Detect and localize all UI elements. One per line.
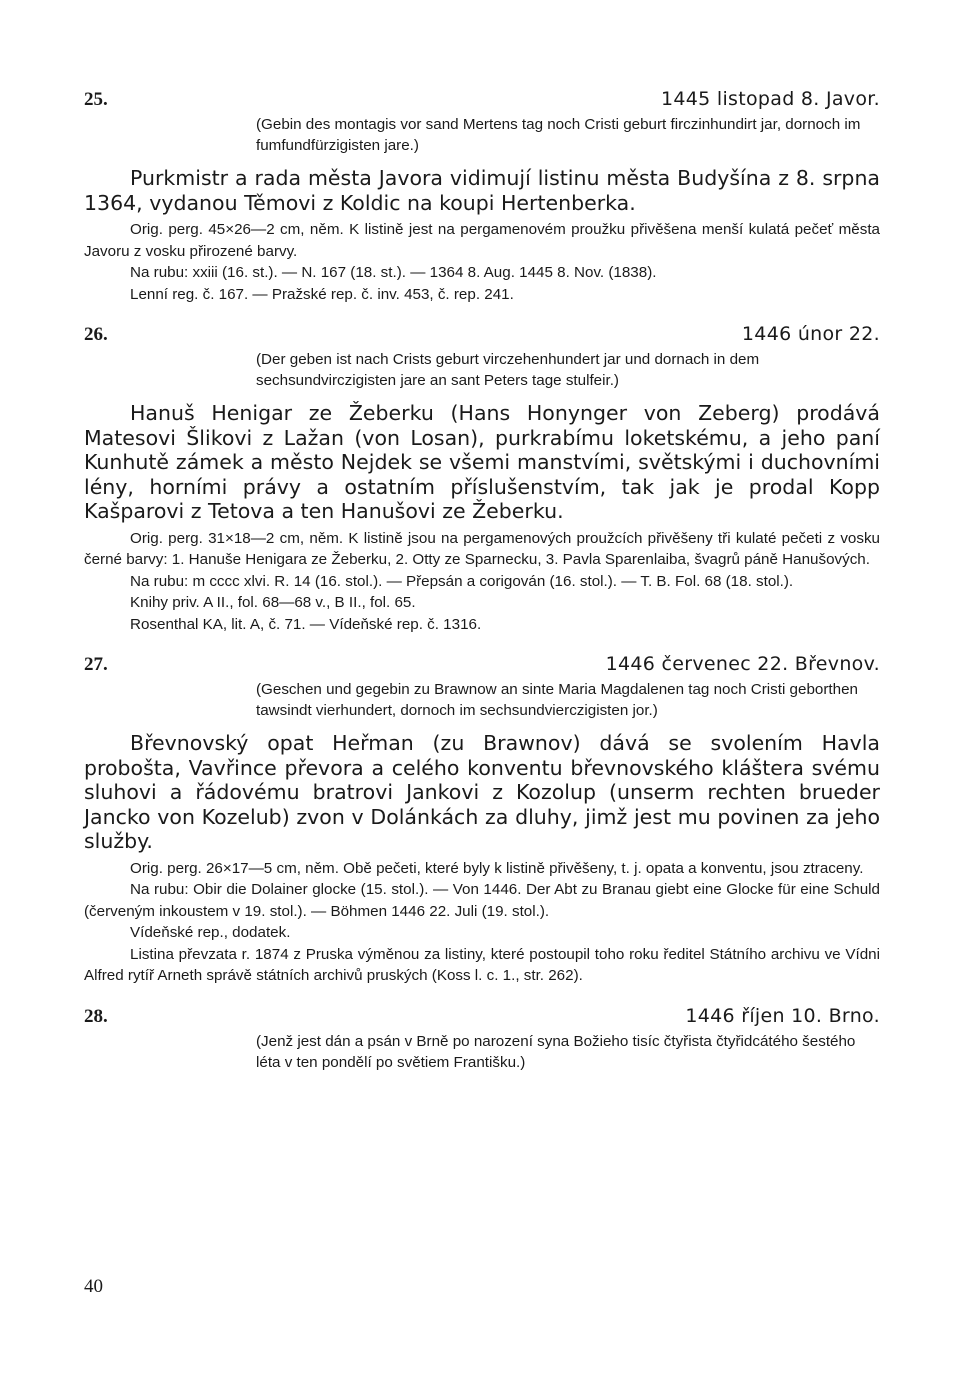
entry-date-place: 1445 listopad 8. Javor. bbox=[660, 88, 880, 110]
archival-note: Knihy priv. A II., fol. 68—68 v., B II., fol. 65. bbox=[130, 594, 416, 611]
archival-note: Orig. perg. 31×18—2 cm, něm. K listině jsou na pergamenových proužcích přivěšeny tři kulaté pečeti z vosku černé barvy: 1. Hanuše Henigara ze Žeberku, 2. Otty ze Sparnecku, 3. Pavla Sparenlaiba, švagrů páně Hanušových. bbox=[84, 529, 880, 568]
entry-26 bbox=[84, 323, 880, 635]
regest-summary: Purkmistr a rada města Javora vidimují listinu města Budyšína z 8. srpna 1364, vydanou Těmovi z Koldic na koupi Hertenberka. bbox=[84, 166, 880, 215]
archival-note: Vídeňské rep., dodatek. bbox=[130, 924, 291, 941]
page-number: 40 bbox=[84, 1276, 103, 1297]
original-dating-quote: (Gebin des montagis vor sand Mertens tag noch Cristi geburt firczinhundirt jar, dornoch im fumfundfürzigisten jare.) bbox=[256, 116, 861, 154]
original-dating-quote: (Geschen und gegebin zu Brawnow an sinte Maria Magdalenen tag noch Cristi geborthen tawsindt vierhundert, dornoch im sechsundvierczigisten jor.) bbox=[256, 681, 858, 719]
archival-note: Orig. perg. 45×26—2 cm, něm. K listině jest na pergamenovém proužku přivěšena menší kulatá pečeť města Javoru z vosku přirozené barvy. bbox=[84, 221, 880, 260]
archival-note: Orig. perg. 26×17—5 cm, něm. Obě pečeti, které byly k listině přivěšeny, t. j. opata a konventu, jsou ztraceny. bbox=[130, 859, 864, 877]
entry-number: 26. bbox=[84, 324, 108, 345]
entry-header bbox=[84, 88, 880, 111]
regest-summary: Břevnovský opat Heřman (zu Brawnov) dává se svolením Havla probošta, Vavřince převora a celého konventu břevnovského kláštera svému sluhovi a řádovému bratrovi Jankovi z Kozolup (unserm rechten brueder Jancko von Kozelub) zvon v Dolánkách za dluhy, jimž jest mu povinen za jeho služby. bbox=[84, 731, 880, 853]
archival-note: Na rubu: Obir die Dolainer glocke (15. stol.). — Von 1446. Der Abt zu Branau giebt eine Glocke für eine Schuld (červeným inkoustem v 19. stol.). — Böhmen 1446 22. Juli (19. stol.). bbox=[84, 881, 880, 920]
entry-date-place: 1446 únor 22. bbox=[741, 323, 880, 345]
original-dating-quote: (Jenž jest dán a psán v Brně po narození syna Božieho tisíc čtyřista čtyřidcátého šestého léta v ten pondělí po světiem Františku.) bbox=[256, 1032, 856, 1071]
entry-number: 28. bbox=[84, 1005, 108, 1027]
original-dating-quote: (Der geben ist nach Crists geburt virczehenhundert jar und dornach in dem sechsundvirczigisten jare an sant Peters tage stulfeir.) bbox=[256, 351, 760, 389]
entry-number: 25. bbox=[84, 89, 108, 110]
archival-note: Lenní reg. č. 167. — Pražské rep. č. inv. 453, č. rep. 241. bbox=[130, 285, 514, 303]
entry-28 bbox=[84, 1005, 880, 1073]
entry-header bbox=[84, 653, 880, 676]
entry-27 bbox=[84, 653, 880, 987]
entry-date-place: 1446 červenec 22. Břevnov. bbox=[605, 653, 880, 675]
archival-note: Rosenthal KA, lit. A, č. 71. — Vídeňské rep. č. 1316. bbox=[130, 615, 482, 633]
archival-note: Na rubu: m cccc xlvi. R. 14 (16. stol.). — Přepsán a corigován (16. stol.). — T. B. Fol. 68 (18. stol.). bbox=[130, 572, 794, 590]
entry-header bbox=[84, 1005, 880, 1028]
archival-note: Na rubu: xxiii (16. st.). — N. 167 (18. st.). — 1364 8. Aug. 1445 8. Nov. (1838). bbox=[130, 264, 657, 281]
regest-summary: Hanuš Henigar ze Žeberku (Hans Honynger von Zeberg) prodává Matesovi Šlikovi z Lažan (von Losan), purkrabímu loketskému, a jeho paní Kunhutě zámek a město Nejdek se všemi manstvími, světskými i duchovními lény, horními právy a ostatním příslušenstvím, tak jak je prodal Kopp Kašparovi z Tetova a ten Hanušovi ze Žeberku. bbox=[84, 401, 880, 523]
entry-number: 27. bbox=[84, 654, 108, 675]
entry-date-place: 1446 říjen 10. Brno. bbox=[685, 1004, 880, 1027]
document-page bbox=[84, 88, 880, 1073]
archival-note: Listina převzata r. 1874 z Pruska výměnou za listiny, které postoupil toho roku ředitel Státního archivu ve Vídni Alfred rytíř Arneth správě státních archivů pruských (Koss l. c. 1., str. 262). bbox=[84, 945, 880, 984]
entry-header bbox=[84, 323, 880, 346]
entry-25 bbox=[84, 88, 880, 305]
